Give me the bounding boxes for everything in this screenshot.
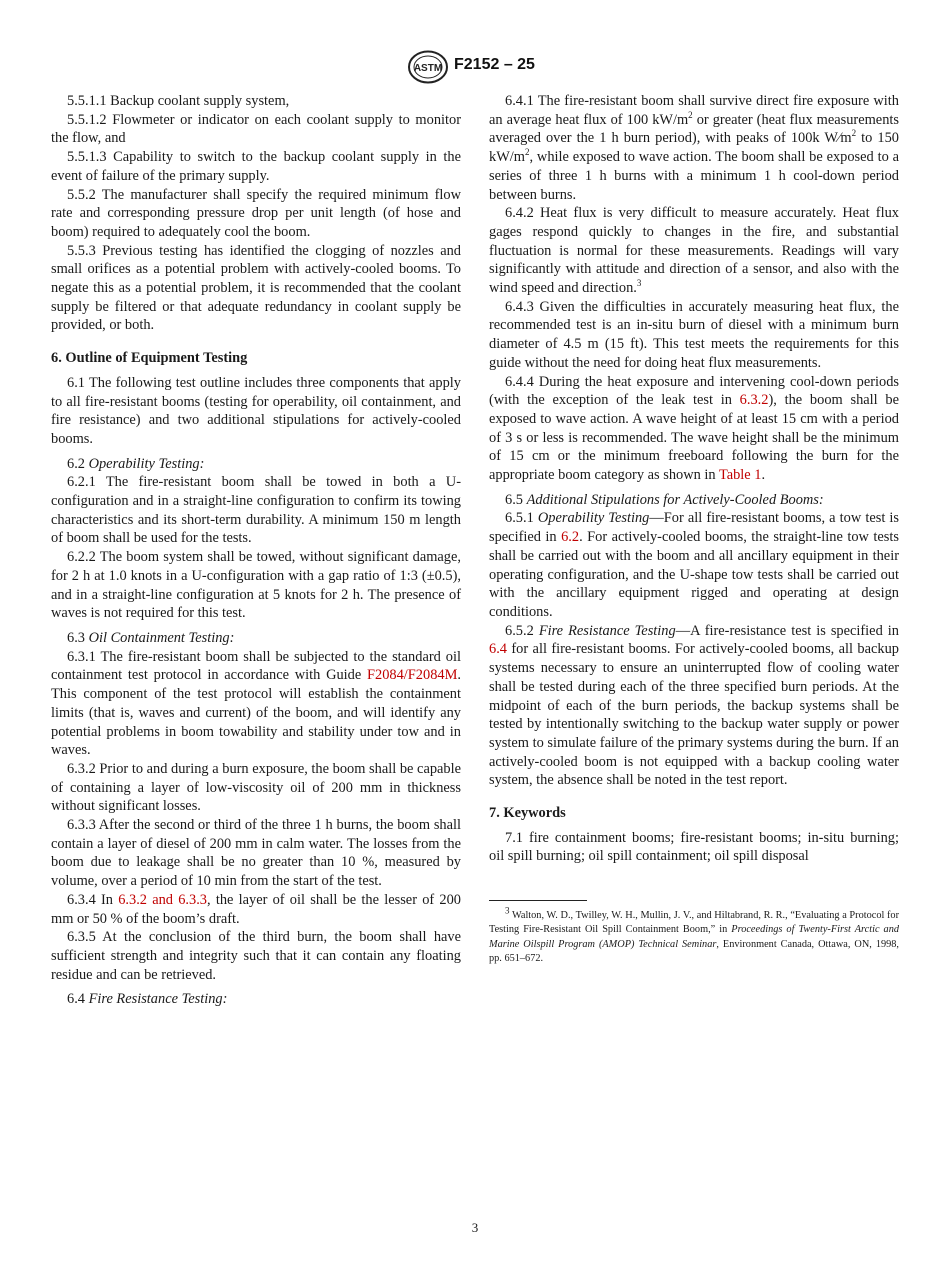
para-6-2-2: 6.2.2 The boom system shall be towed, without significant damage, for 2 h at 1.0 knots in a U-configuration with a gap ratio of 1:3 (±0.5), and in a straight-line configuration at 5 knots for 2 h. The presence of waves is not required for this test. xyxy=(51,549,461,622)
logo-text: ASTM xyxy=(413,63,443,74)
para-6-4-2: 6.4.2 Heat flux is very difficult to measure accurately. Heat flux gages respond quickly to changes in the fire, and substantial fluctuation is normal for these measurements. Readings will vary significantly with attitude and direction of a sensor, and also with the wind speed and direction.$^3$ xyxy=(489,205,899,297)
para-5-5-1-3: 5.5.1.3 Capability to switch to the backup coolant supply in the event of failure of the primary supply. xyxy=(51,149,461,184)
ref-link-6-4[interactable]: 6.4 xyxy=(489,641,507,658)
heading-oil-containment-testing: Oil Containment Testing: xyxy=(88,629,235,646)
para-7-1: 7.1 fire containment booms; fire-resistant booms; in-situ burning; oil spill burning; oil spill containment; oil spill disposal xyxy=(489,829,899,865)
para-5-5-1-2: 5.5.1.2 Flowmeter or indicator on each coolant supply to monitor the flow, and xyxy=(51,111,461,147)
para-6-1: 6.1 The following test outline includes three components that apply to all fire-resistant booms (testing for operability, oil containment, and fire resistance) and two additional stipulations for actively-cooled booms. xyxy=(51,374,461,447)
para-6-2-1: 6.2.1 The fire-resistant boom shall be towed in both a U-configuration and in a straight-line configuration to confirm its towing characteristics and its short-term durability. A minimum 150 m length of boom shall be used for the tests. xyxy=(51,474,461,547)
section-6-heading: 6. Outline of Equipment Testing xyxy=(51,350,248,367)
heading-additional-stipulations: Additional Stipulations for Actively-Cooled Booms: xyxy=(526,491,824,508)
para-5-5-1-1: 5.5.1.1 Backup coolant supply system, xyxy=(67,93,290,109)
para-6-3-4: 6.3.4 In 6.3.2 and 6.3.3, the layer of oil shall be the lesser of 200 mm or 50 % of the boom’s draft. xyxy=(51,891,461,927)
ref-link-6-3-2-and-6-3-3[interactable]: 6.3.2 and 6.3.3 xyxy=(118,891,207,908)
footnote-ref-3[interactable]: 3 xyxy=(636,278,642,289)
para-6-5: 6.5 Additional Stipulations for Actively-Cooled Booms: xyxy=(505,491,824,508)
para-6-2: 6.2 Operability Testing: xyxy=(67,455,205,472)
document-id: F2152 – 25 xyxy=(454,56,535,73)
para-6-4-3: 6.4.3 Given the difficulties in accurately measuring heat flux, the recommended test is an in-situ burn of diesel with a minimum burn diameter of 4.5 m (15 ft). This test meets the requirements for this guide without the need for doing heat flux measurements. xyxy=(489,298,899,371)
right-column xyxy=(489,92,899,966)
para-6-3-2: 6.3.2 Prior to and during a burn exposure, the boom shall be capable of containing a layer of low-viscosity oil of 200 mm in thickness without significant losses. xyxy=(51,760,461,815)
footnote-3: $^3$ Walton, W. D., Twilley, W. H., Mullin, J. V., and Hiltabrand, R. R., “Evaluating a Protocol for Testing Fire-Resistant Oil Spill Containment Boom,” in Proceedings of Twenty-First Arctic and Marine Oilspill Program (AMOP) Technical Seminar, Environment Canada, Ottawa, ON, 1998, pp. 651–672. xyxy=(489,905,899,964)
para-6-3-5: 6.3.5 At the conclusion of the third burn, the boom shall have sufficient strength and integrity such that it can contain any floating residue and can be retrieved. xyxy=(51,929,461,983)
para-6-4-4: 6.4.4 During the heat exposure and intervening cool-down periods (with the exception of the leak test in 6.3.2), the boom shall be exposed to wave action. A wave height of at least 15 cm with a period of 3 s or less is recommended. The wave height shall be the minimum of 15 cm or the minimum freeboard following the burn for the appropriate boom category as shown in Table 1. xyxy=(489,373,899,484)
ref-link-table-1[interactable]: Table 1 xyxy=(718,467,762,484)
para-6-4-1: 6.4.1 The fire-resistant boom shall survive direct fire exposure with an average heat flux of 100 $kW/m^2$ or greater (heat flux measurements averaged over the 1 h burn period), with peaks of 100k $W⁄m^2$ to 150 $kW/m^2$, while exposed to wave action. The boom shall be exposed to a series of three 1 h burns with a minimum 1 h cool-down period between burns. xyxy=(489,93,899,203)
heading-fire-resistance-testing: Fire Resistance Testing: xyxy=(88,991,228,1008)
astm-logo-icon xyxy=(407,50,449,84)
para-6-3: 6.3 Oil Containment Testing: xyxy=(67,629,235,646)
para-6-3-3: 6.3.3 After the second or third of the three 1 h burns, the boom shall contain a layer of diesel of 200 mm in calm water. The losses from the boom due to leakage shall be no greater than 10 %, measured by volume, over a period of 10 min from the start of the test. xyxy=(51,817,461,890)
para-5-5-3: 5.5.3 Previous testing has identified the clogging of nozzles and small orifices as a potential problem with actively-cooled booms. To negate this as a potential problem, it is recommended that the coolant supply be filtered or that adequate redundancy in coolant supply be provided, or both. xyxy=(51,242,461,334)
page-header xyxy=(0,50,950,86)
left-column xyxy=(51,92,461,1009)
para-6-3-1: 6.3.1 The fire-resistant boom shall be subjected to the standard oil containment test protocol in accordance with Guide F2084/F2084M. This component of the test protocol will establish the containment limits (that is, waves and current) of the boom, and will identify any potential problems in boom towability and stability under tow and in waves. xyxy=(51,648,461,759)
heading-operability-testing: Operability Testing: xyxy=(88,455,205,472)
para-6-4: 6.4 Fire Resistance Testing: xyxy=(67,991,228,1008)
ref-link-f2084[interactable]: F2084/F2084M xyxy=(367,667,458,684)
para-6-5-1: 6.5.1 Operability Testing—For all fire-resistant booms, a tow test is specified in 6.2. For actively-cooled booms, the straight-line tow tests shall be carried out with the boom and all ancillary equipment in their operating configuration, and the U-shape tow tests shall be carried out with the ancillary equipment rigged and operating at design conditions. xyxy=(489,510,900,620)
ref-link-6-3-2[interactable]: 6.3.2 xyxy=(739,392,769,409)
ref-link-6-2[interactable]: 6.2 xyxy=(561,529,580,546)
para-5-5-2: 5.5.2 The manufacturer shall specify the required minimum flow rate and corresponding pressure drop per unit length (of hose and boom) required to adequately cool the boom. xyxy=(51,186,461,240)
page-number: 3 xyxy=(471,1220,479,1235)
para-6-5-2: 6.5.2 Fire Resistance Testing—A fire-resistance test is specified in 6.4 for all fire-resistant booms. For actively-cooled booms, all backup systems necessary to ensure an uninterrupted flow of cooling water shall be tested during each of the three specified burn periods. At the midpoint of each of the burn periods, the backup systems shall be tested by intentionally switching to the backup water supply or power system to simulate failure of the primary systems during the burn. If an actively-cooled boom is not equipped with a backup cooling water system, the absence shall be noted in the test report. xyxy=(489,622,899,789)
section-7-heading: 7. Keywords xyxy=(489,805,566,822)
footnote-divider xyxy=(489,900,587,901)
